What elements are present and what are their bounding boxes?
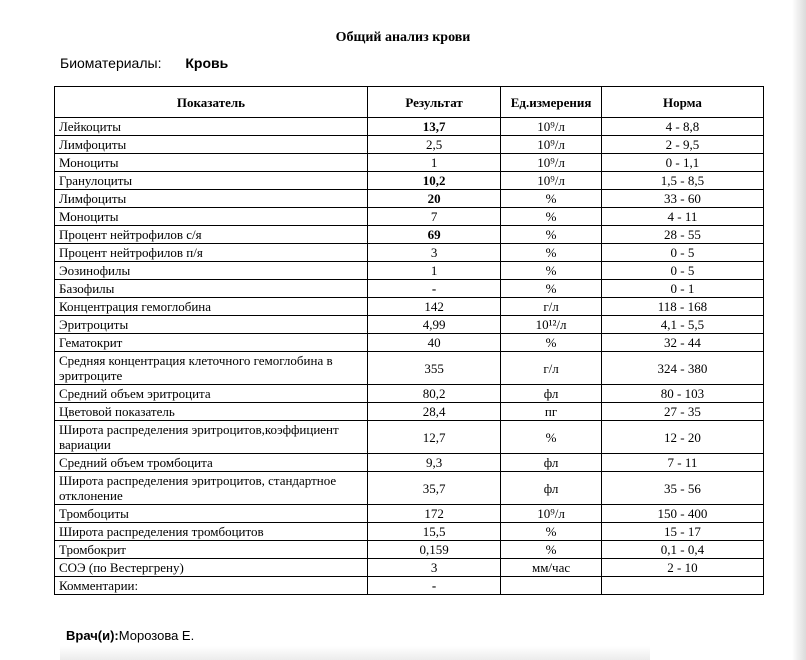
unit-cell: % bbox=[501, 226, 602, 244]
table-row bbox=[55, 403, 764, 421]
unit-cell: мм/час bbox=[501, 559, 602, 577]
unit-cell: фл bbox=[501, 385, 602, 403]
page-title: Общий анализ крови bbox=[335, 30, 471, 45]
table-row bbox=[55, 421, 764, 454]
norm-cell: 0 - 5 bbox=[601, 262, 763, 280]
norm-cell: 28 - 55 bbox=[601, 226, 763, 244]
indicator-cell: Средний объем тромбоцита bbox=[55, 454, 368, 472]
unit-cell: % bbox=[501, 262, 602, 280]
result-cell: - bbox=[367, 280, 500, 298]
result-cell: 7 bbox=[367, 208, 500, 226]
indicator-cell: Тромбоциты bbox=[55, 505, 368, 523]
doctor-line bbox=[66, 628, 194, 643]
table-row bbox=[55, 118, 764, 136]
unit-cell: фл bbox=[501, 454, 602, 472]
indicator-cell: Гематокрит bbox=[55, 334, 368, 352]
header-indicator: Показатель bbox=[55, 87, 368, 118]
norm-cell: 33 - 60 bbox=[601, 190, 763, 208]
result-cell: 142 bbox=[367, 298, 500, 316]
doctor-name: Морозова Е. bbox=[118, 628, 195, 643]
result-cell: 80,2 bbox=[367, 385, 500, 403]
result-cell: 10,2 bbox=[367, 172, 500, 190]
indicator-cell: Эритроциты bbox=[55, 316, 368, 334]
unit-cell: пг bbox=[501, 403, 602, 421]
table-row bbox=[55, 454, 764, 472]
table-header-row bbox=[55, 87, 764, 118]
norm-cell: 0,1 - 0,4 bbox=[601, 541, 763, 559]
header-unit: Ед.измерения bbox=[501, 87, 602, 118]
norm-cell: 150 - 400 bbox=[601, 505, 763, 523]
result-cell: 28,4 bbox=[367, 403, 500, 421]
table-row bbox=[55, 577, 764, 595]
indicator-cell: Комментарии: bbox=[55, 577, 368, 595]
indicator-cell: Лимфоциты bbox=[55, 136, 368, 154]
result-cell: 4,99 bbox=[367, 316, 500, 334]
norm-cell bbox=[601, 577, 763, 595]
unit-cell: фл bbox=[501, 472, 602, 505]
table-row bbox=[55, 172, 764, 190]
table-row bbox=[55, 316, 764, 334]
unit-cell: г/л bbox=[501, 352, 602, 385]
unit-cell: % bbox=[501, 523, 602, 541]
table-row bbox=[55, 298, 764, 316]
indicator-cell: Процент нейтрофилов с/я bbox=[55, 226, 368, 244]
unit-cell: % bbox=[501, 190, 602, 208]
result-cell: 40 bbox=[367, 334, 500, 352]
norm-cell: 15 - 17 bbox=[601, 523, 763, 541]
indicator-cell: Процент нейтрофилов п/я bbox=[55, 244, 368, 262]
norm-cell: 80 - 103 bbox=[601, 385, 763, 403]
table-row bbox=[55, 154, 764, 172]
result-cell: 3 bbox=[367, 244, 500, 262]
indicator-cell: Тромбокрит bbox=[55, 541, 368, 559]
indicator-cell: Широта распределения тромбоцитов bbox=[55, 523, 368, 541]
result-cell: 12,7 bbox=[367, 421, 500, 454]
table-row bbox=[55, 190, 764, 208]
table-row bbox=[55, 385, 764, 403]
table-row bbox=[55, 559, 764, 577]
table-row bbox=[55, 244, 764, 262]
indicator-cell: Моноциты bbox=[55, 208, 368, 226]
table-row bbox=[55, 541, 764, 559]
unit-cell: 10¹²/л bbox=[501, 316, 602, 334]
indicator-cell: Базофилы bbox=[55, 280, 368, 298]
result-cell: 3 bbox=[367, 559, 500, 577]
biomaterial-line bbox=[60, 55, 228, 71]
norm-cell: 2 - 10 bbox=[601, 559, 763, 577]
unit-cell: % bbox=[501, 280, 602, 298]
page-edge-shadow bbox=[792, 0, 806, 660]
norm-cell: 4 - 11 bbox=[601, 208, 763, 226]
page-bottom-shadow bbox=[60, 646, 650, 660]
table-row bbox=[55, 505, 764, 523]
result-cell: 172 bbox=[367, 505, 500, 523]
results-table bbox=[54, 86, 764, 595]
result-cell: 15,5 bbox=[367, 523, 500, 541]
indicator-cell: Моноциты bbox=[55, 154, 368, 172]
result-cell: 20 bbox=[367, 190, 500, 208]
unit-cell: г/л bbox=[501, 298, 602, 316]
indicator-cell: Средняя концентрация клеточного гемоглобина в эритроците bbox=[55, 352, 368, 385]
unit-cell: % bbox=[501, 244, 602, 262]
norm-cell: 12 - 20 bbox=[601, 421, 763, 454]
norm-cell: 0 - 1 bbox=[601, 280, 763, 298]
norm-cell: 35 - 56 bbox=[601, 472, 763, 505]
table-row bbox=[55, 226, 764, 244]
norm-cell: 0 - 5 bbox=[601, 244, 763, 262]
result-cell: 0,159 bbox=[367, 541, 500, 559]
table-row bbox=[55, 334, 764, 352]
unit-cell: 10⁹/л bbox=[501, 505, 602, 523]
table-row bbox=[55, 352, 764, 385]
indicator-cell: СОЭ (по Вестергрену) bbox=[55, 559, 368, 577]
norm-cell: 118 - 168 bbox=[601, 298, 763, 316]
result-cell: 1 bbox=[367, 262, 500, 280]
result-cell: 1 bbox=[367, 154, 500, 172]
table-row bbox=[55, 208, 764, 226]
header-result: Результат bbox=[367, 87, 500, 118]
unit-cell bbox=[501, 577, 602, 595]
norm-cell: 2 - 9,5 bbox=[601, 136, 763, 154]
indicator-cell: Лимфоциты bbox=[55, 190, 368, 208]
table-row bbox=[55, 262, 764, 280]
indicator-cell: Концентрация гемоглобина bbox=[55, 298, 368, 316]
unit-cell: 10⁹/л bbox=[501, 118, 602, 136]
unit-cell: 10⁹/л bbox=[501, 172, 602, 190]
norm-cell: 324 - 380 bbox=[601, 352, 763, 385]
indicator-cell: Средний объем эритроцита bbox=[55, 385, 368, 403]
unit-cell: % bbox=[501, 541, 602, 559]
result-cell: 69 bbox=[367, 226, 500, 244]
unit-cell: % bbox=[501, 334, 602, 352]
table-row bbox=[55, 136, 764, 154]
unit-cell: 10⁹/л bbox=[501, 154, 602, 172]
result-cell: 35,7 bbox=[367, 472, 500, 505]
unit-cell: 10⁹/л bbox=[501, 136, 602, 154]
table-row bbox=[55, 472, 764, 505]
header-norm: Норма bbox=[601, 87, 763, 118]
table-row bbox=[55, 523, 764, 541]
norm-cell: 7 - 11 bbox=[601, 454, 763, 472]
table-row bbox=[55, 280, 764, 298]
biomaterial-value: Кровь bbox=[185, 55, 229, 71]
norm-cell: 32 - 44 bbox=[601, 334, 763, 352]
result-cell: - bbox=[367, 577, 500, 595]
indicator-cell: Широта распределения эритроцитов, стандартное отклонение bbox=[55, 472, 368, 505]
norm-cell: 0 - 1,1 bbox=[601, 154, 763, 172]
result-cell: 2,5 bbox=[367, 136, 500, 154]
norm-cell: 1,5 - 8,5 bbox=[601, 172, 763, 190]
indicator-cell: Широта распределения эритроцитов,коэффициент вариации bbox=[55, 421, 368, 454]
indicator-cell: Лейкоциты bbox=[55, 118, 368, 136]
norm-cell: 4 - 8,8 bbox=[601, 118, 763, 136]
indicator-cell: Гранулоциты bbox=[55, 172, 368, 190]
indicator-cell: Цветовой показатель bbox=[55, 403, 368, 421]
doctor-label: Врач(и): bbox=[66, 628, 119, 643]
norm-cell: 4,1 - 5,5 bbox=[601, 316, 763, 334]
result-cell: 13,7 bbox=[367, 118, 500, 136]
result-cell: 9,3 bbox=[367, 454, 500, 472]
unit-cell: % bbox=[501, 421, 602, 454]
norm-cell: 27 - 35 bbox=[601, 403, 763, 421]
biomaterial-label: Биоматериалы: bbox=[60, 55, 162, 71]
result-cell: 355 bbox=[367, 352, 500, 385]
unit-cell: % bbox=[501, 208, 602, 226]
indicator-cell: Эозинофилы bbox=[55, 262, 368, 280]
